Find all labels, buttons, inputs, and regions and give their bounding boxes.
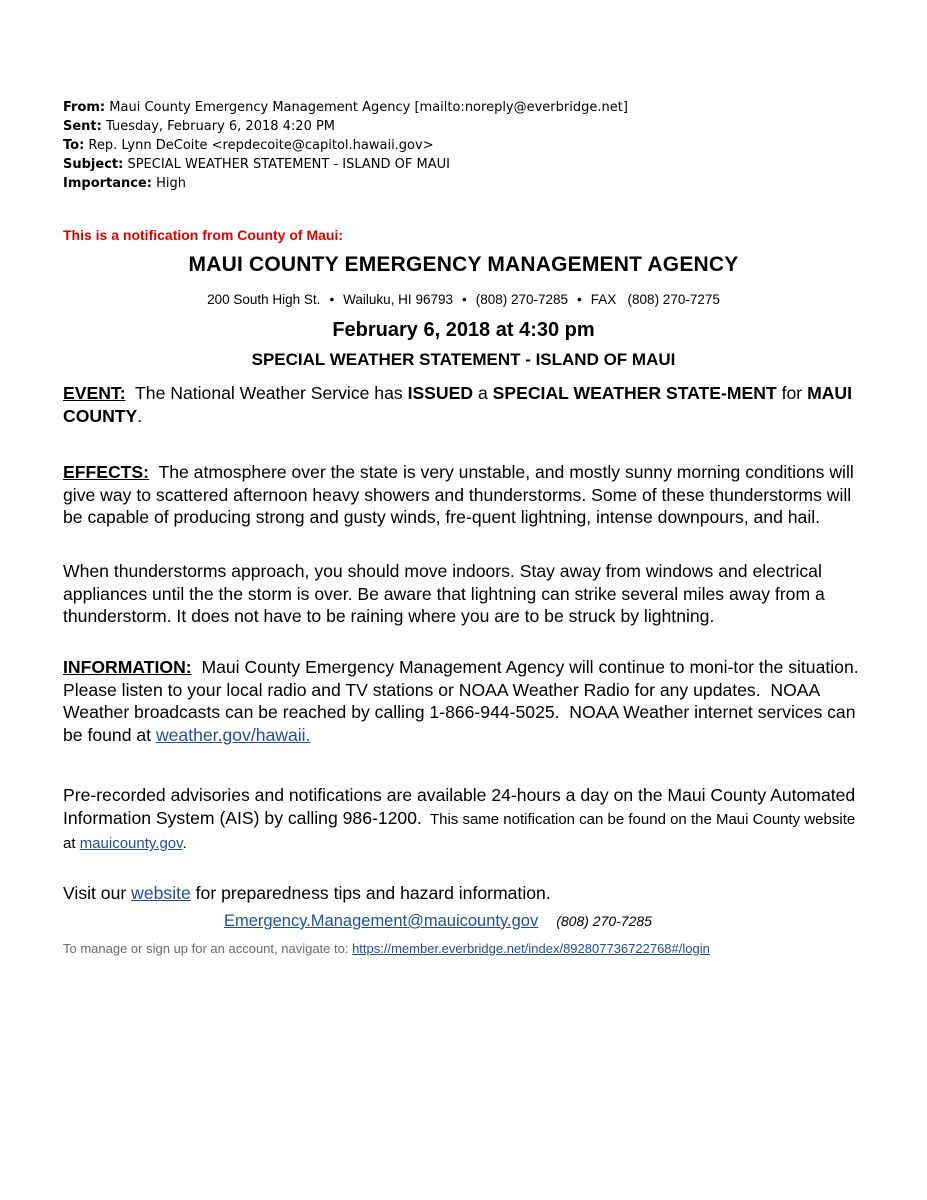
contact-phone: (808) 270-7285 (556, 913, 652, 929)
manage-text: To manage or sign up for an account, navigate to: (63, 941, 353, 956)
from-value: Maui County Emergency Management Agency [mailto:noreply@everbridge.net] (109, 100, 628, 115)
sent-value: Tuesday, February 6, 2018 4:20 PM (106, 119, 336, 134)
prerecorded-text: Pre-recorded advisories and notifications are available 24-hours a day on the Maui County Automated Information System (AIS) by calling 986-1200. (63, 785, 861, 828)
website-link[interactable]: website (131, 883, 191, 903)
statement-title: SPECIAL WEATHER STATEMENT - ISLAND OF MAUI (251, 350, 676, 369)
agency-title: MAUI COUNTY EMERGENCY MANAGEMENT AGENCY (188, 253, 739, 276)
agency-address (0, 292, 927, 307)
manage-account-line (63, 941, 710, 956)
contact-line (224, 912, 652, 931)
prerecorded-small-text: This same notification can be found on the Maui County website at (63, 810, 860, 853)
information-text: Maui County Emergency Management Agency will continue to moni-tor the situation. Please listen to your local radio and TV stations or NOAA Weather Radio for any updates. NOAA Weather broadcasts can be reached by calling 1-866-944-5025. NOAA Weather internet services can be found at (63, 657, 869, 745)
event-label: EVENT: (63, 383, 126, 403)
statement-date: February 6, 2018 at 4:30 pm (332, 319, 595, 341)
contact-email-link[interactable]: Emergency.Management@mauicounty.gov (224, 912, 539, 930)
subject-line: Subject: SPECIAL WEATHER STATEMENT - ISLAND OF MAUI (63, 157, 450, 172)
address-city: Wailuku, HI 96793 (343, 292, 453, 307)
safety-paragraph: When thunderstorms approach, you should move indoors. Stay away from windows and electrical appliances until the the storm is over. Be aware that lightning can strike several miles away from a thunderstorm. It does not have to be raining where you are to be struck by lightning. (63, 561, 825, 627)
from-line: From: Maui County Emergency Management Agency [mailto:noreply@everbridge.net] (63, 100, 628, 115)
bullet-separator: • (329, 292, 335, 307)
mauicounty-link[interactable]: mauicounty.gov (79, 835, 183, 853)
to-value: Rep. Lynn DeCoite <repdecoite@capitol.hawaii.gov> (88, 138, 434, 153)
everbridge-login-link[interactable]: https://member.everbridge.net/index/892807736722768#/login (352, 941, 710, 956)
address-phone: (808) 270-7285 (475, 292, 569, 307)
effects-label: EFFECTS: (63, 462, 150, 482)
event-paragraph: EVENT: The National Weather Service has ISSUED a SPECIAL WEATHER STATE-MENT for MAUI COUNTY. (63, 383, 857, 426)
importance-line: Importance: High (63, 176, 187, 191)
to-line: To: Rep. Lynn DeCoite <repdecoite@capitol.hawaii.gov> (63, 138, 434, 153)
subject-value: SPECIAL WEATHER STATEMENT - ISLAND OF MAUI (127, 157, 450, 172)
prerecorded-paragraph: Pre-recorded advisories and notifications are available 24-hours a day on the Maui County Automated Information System (AIS) by calling 986-1200. This same notification can be found on the Maui County website at mauicounty.gov. (63, 785, 861, 853)
bullet-separator: • (461, 292, 467, 307)
effects-text: The atmosphere over the state is very unstable, and mostly sunny morning conditions will give way to scattered afternoon heavy showers and thunderstorms. Some of these thunderstorms will be capable of producing strong and gusty winds, fre-quent lightning, intense downpours, and hail. (63, 462, 859, 528)
effects-paragraph (63, 461, 863, 529)
bullet-separator: • (577, 292, 582, 307)
importance-value: High (156, 176, 187, 191)
information-label: INFORMATION: (63, 657, 192, 677)
sent-line: Sent: Tuesday, February 6, 2018 4:20 PM (63, 119, 336, 134)
weather-gov-link[interactable]: weather.gov/hawaii. (155, 724, 311, 745)
email-header (63, 98, 628, 193)
address-street: 200 South High St. (207, 292, 321, 307)
address-fax: FAX (808) 270-7275 (590, 292, 720, 307)
visit-paragraph: Visit our website for preparedness tips and hazard information. (63, 883, 551, 903)
notification-notice: This is a notification from County of Maui: (63, 227, 343, 243)
information-paragraph (63, 656, 869, 746)
